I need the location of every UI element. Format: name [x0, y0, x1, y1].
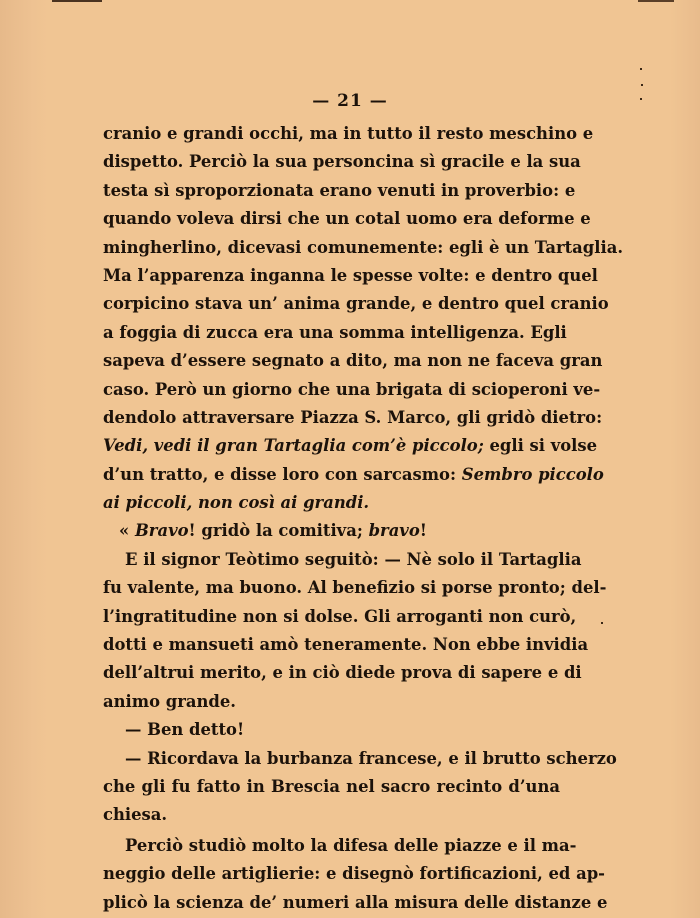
text-run: mingherlino, dicevasi comunemente: egli è un Tartaglia. — [103, 237, 624, 257]
text-line — [103, 773, 560, 801]
text-run: ! — [419, 521, 427, 541]
text-run: animo grande. — [103, 691, 236, 711]
page-number: — 21 — — [312, 91, 388, 111]
text-line — [103, 716, 560, 744]
text-line — [103, 319, 567, 347]
edge-speck — [641, 84, 643, 86]
text-line — [103, 659, 582, 687]
text-line — [103, 262, 598, 290]
text-run: sapeva d’essere segnato a dito, ma non ne faceva gran — [103, 351, 603, 371]
text-run: corpicino stava un’ anima grande, e dentro quel cranio — [103, 294, 609, 314]
text-line — [103, 177, 576, 205]
text-line — [103, 631, 589, 659]
italic-text: bravo — [368, 521, 420, 541]
text-line — [103, 120, 594, 148]
italic-text: Sembro piccolo — [461, 464, 604, 484]
italic-text: Vedi, vedi il gran Tartaglia com’è piccolo; — [103, 436, 484, 456]
text-run: dell’altrui merito, e in ciò diede prova di sapere e di — [103, 663, 582, 683]
text-line — [103, 801, 560, 829]
text-run: a foggia di zucca era una somma intelligenza. Egli — [103, 322, 567, 342]
page-edge-shadow — [670, 0, 700, 918]
edge-speck — [640, 68, 642, 70]
text-run: ! gridò la comitiva; — [188, 521, 369, 541]
text-run: E il signor Teòtimo seguitò: — Nè solo il Tartaglia — [125, 549, 582, 569]
text-run: plicò la scienza de’ numeri alla misura delle distanze e — [103, 892, 608, 912]
text-line — [103, 347, 603, 375]
text-line — [103, 860, 605, 888]
text-run: egli si volse — [483, 436, 598, 456]
text-line — [103, 148, 581, 176]
text-run: « — [119, 521, 135, 541]
text-line — [103, 461, 604, 489]
text-line — [103, 517, 560, 545]
text-line — [103, 574, 607, 602]
text-line — [103, 745, 617, 773]
text-line — [103, 290, 609, 318]
text-run: — Ricordava la burbanza francese, e il brutto scherzo — [125, 748, 617, 768]
text-run: Ma l’apparenza inganna le spesse volte: e dentro quel — [103, 265, 598, 285]
text-line — [103, 889, 608, 917]
body-text — [103, 120, 624, 917]
text-run: — Ben detto! — [125, 720, 245, 740]
text-run: l’ingratitudine non si dolse. Gli arroganti non curò, — [103, 606, 577, 626]
text-run: dendolo attraversare Piazza S. Marco, gli gridò dietro: — [103, 407, 603, 427]
text-run: caso. Però un giorno che una brigata di scioperoni ve- — [103, 379, 601, 399]
text-run: fu valente, ma buono. Al benefizio si porse pronto; del- — [103, 578, 607, 598]
text-line — [103, 603, 577, 631]
top-edge-rule — [52, 0, 102, 2]
text-run: che gli fu fatto in Brescia nel sacro recinto d’una — [103, 776, 560, 796]
text-run: d’un tratto, e disse loro con sarcasmo: — [103, 464, 462, 484]
text-line — [103, 404, 603, 432]
text-run: testa sì sproporzionata erano venuti in proverbio: e — [103, 180, 576, 200]
italic-text: Bravo — [134, 521, 189, 541]
text-run: dotti e mansueti amò teneramente. Non ebbe invidia — [103, 635, 589, 655]
text-run: chiesa. — [103, 805, 168, 825]
text-line — [103, 205, 591, 233]
top-edge-rule-right — [638, 0, 674, 2]
edge-speck — [601, 622, 603, 624]
text-line — [103, 489, 560, 517]
text-run: dispetto. Perciò la sua personcina sì gracile e la sua — [103, 152, 581, 172]
text-run: neggio delle artiglierie: e disegnò fortificazioni, ed ap- — [103, 864, 605, 884]
text-run: Perciò studiò molto la difesa delle piazze e il ma- — [125, 835, 577, 855]
italic-text: ai piccoli, non così ai grandi. — [103, 493, 370, 513]
text-line — [103, 546, 582, 574]
text-line — [103, 688, 560, 716]
text-line — [103, 832, 577, 860]
text-line — [103, 234, 624, 262]
page-gutter-shadow — [0, 0, 48, 918]
text-line — [103, 376, 601, 404]
text-line — [103, 432, 598, 460]
text-run: cranio e grandi occhi, ma in tutto il resto meschino e — [103, 124, 594, 143]
text-run: quando voleva dirsi che un cotal uomo era deforme e — [103, 209, 591, 229]
